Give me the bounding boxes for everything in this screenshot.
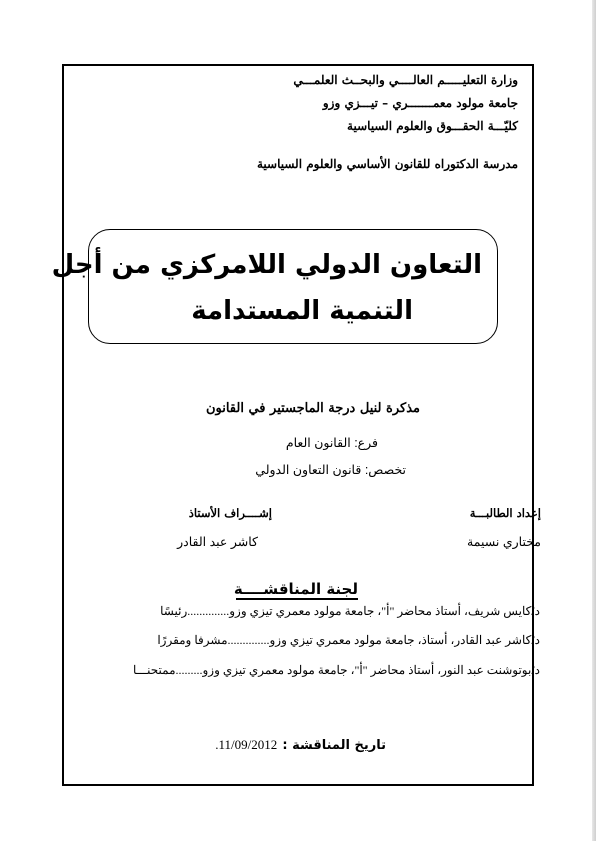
faculty-line: كليّـــة الحقـــوق والعلوم السياسية: [347, 119, 518, 133]
memo-specialty: تخصص: قانون التعاون الدولي: [255, 463, 406, 477]
doctoral-school-line: مدرسة الدكتوراه للقانون الأساسي والعلوم السياسية: [256, 157, 518, 171]
defense-date: [215, 734, 386, 753]
page-edge: [592, 0, 596, 841]
supervision-label: إشــــراف الأستاذ: [188, 506, 272, 520]
committee-heading: لجنة المناقشــــة: [233, 580, 358, 598]
committee-member-2: د/كاشر عبد القادر، أستاذ، جامعة مولود معمري تيزي وزو..............مشرفا ومقررًا: [157, 633, 540, 647]
committee-member-3: د/بوتوشنت عبد النور، أستاذ محاضر "أ"، جامعة مولود معمري تيزي وزو.........ممتحنـــا: [132, 663, 540, 677]
ministry-line: وزارة التعليـــــم العالــــي والبحــث العلمـــي: [293, 73, 518, 87]
committee-member-1: د/كايس شريف، أستاذ محاضر "أ"، جامعة مولود معمري تيزي وزو..............رئيسًا: [160, 604, 540, 618]
committee-heading-underline: [236, 598, 358, 600]
memo-branch: فرع: القانون العام: [285, 436, 378, 450]
prepared-by-label: إعداد الطالبـــة: [469, 506, 541, 520]
defense-date-value: 11/09/2012.: [215, 737, 278, 752]
university-line: جامعة مولود معمـــــــري – تيـــزي وزو: [322, 96, 518, 110]
student-name: مختاري نسيمة: [467, 535, 541, 549]
thesis-title-line1: التعاون الدولي اللامركزي من أجل: [51, 250, 482, 280]
thesis-title-line2: التنمية المستدامة: [191, 296, 413, 326]
memo-degree: مذكرة لنيل درجة الماجستير في القانون: [205, 401, 420, 416]
supervisor-name: كاشر عبد القادر: [177, 535, 258, 549]
defense-date-label: تاريخ المناقشة :: [282, 738, 386, 753]
title-box: [88, 229, 498, 344]
